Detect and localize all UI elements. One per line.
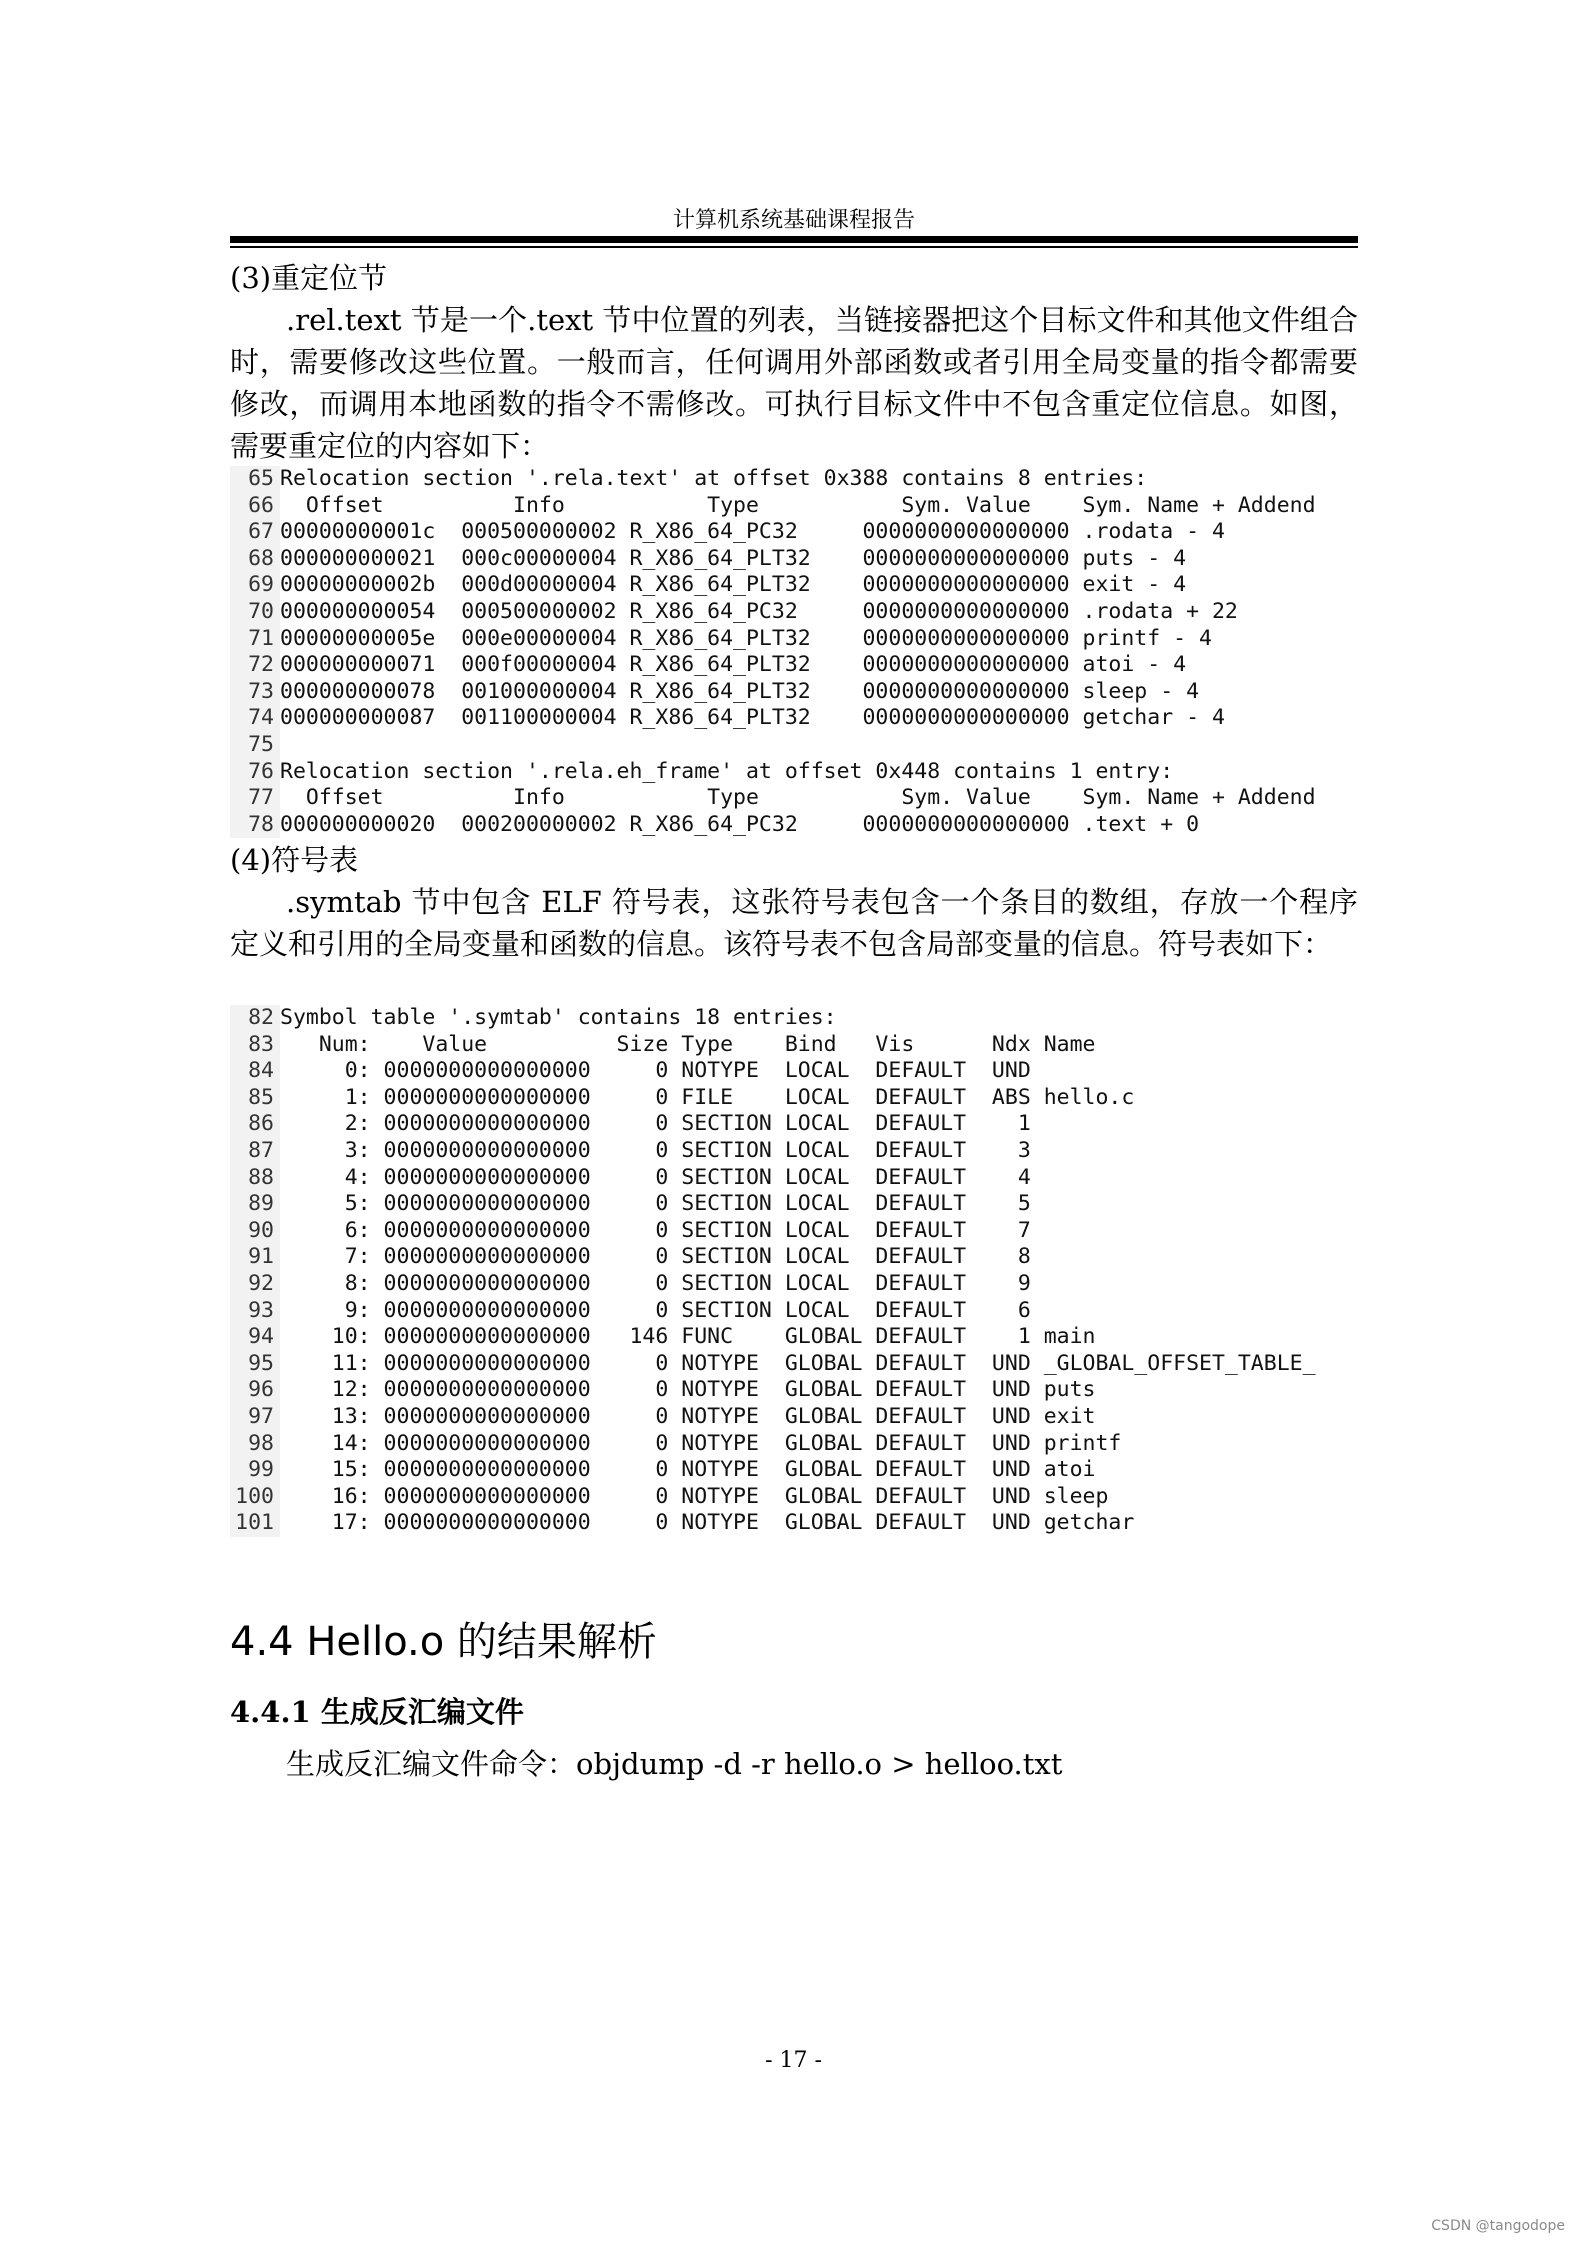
line-number: 95 — [230, 1351, 280, 1378]
line-text: 10: 0000000000000000 146 FUNC GLOBAL DEFAULT 1 main — [280, 1324, 1096, 1350]
code-line — [230, 599, 1358, 626]
page-header: 计算机系统基础课程报告 — [672, 208, 915, 233]
line-text: Relocation section '.rela.eh_frame' at offset 0x448 contains 1 entry: — [280, 758, 1174, 784]
line-text: 12: 0000000000000000 0 NOTYPE GLOBAL DEFAULT UND puts — [280, 1377, 1096, 1403]
code-line — [230, 1324, 1358, 1351]
line-text: Num: Value Size Type Bind Vis Ndx Name — [280, 1031, 1096, 1057]
code-line — [230, 1111, 1358, 1138]
line-text: 000000000054 000500000002 R_X86_64_PC32 0000000000000000 .rodata + 22 — [280, 598, 1238, 624]
line-text: 2: 0000000000000000 0 SECTION LOCAL DEFAULT 1 — [280, 1111, 1031, 1137]
section-heading-symtab: (4)符号表 — [230, 843, 359, 877]
line-number: 91 — [230, 1244, 280, 1271]
section-heading-relocation: (3)重定位节 — [230, 261, 388, 295]
subsection-heading-4-4-1: 4.4.1 生成反汇编文件 — [230, 1695, 524, 1729]
line-number: 78 — [230, 812, 280, 839]
line-number: 68 — [230, 546, 280, 573]
line-number: 69 — [230, 572, 280, 599]
line-number: 86 — [230, 1111, 280, 1138]
line-text: 4: 0000000000000000 0 SECTION LOCAL DEFAULT 4 — [280, 1164, 1031, 1190]
line-number: 84 — [230, 1058, 280, 1085]
code-line — [230, 1351, 1358, 1378]
line-number: 88 — [230, 1165, 280, 1192]
code-line — [230, 1431, 1358, 1458]
line-number: 66 — [230, 493, 280, 520]
objdump-command-text: 生成反汇编文件命令：objdump -d -r hello.o > helloo.txt — [286, 1747, 1063, 1781]
code-line — [230, 785, 1358, 812]
line-number: 73 — [230, 679, 280, 706]
line-number: 98 — [230, 1431, 280, 1458]
line-text: 1: 0000000000000000 0 FILE LOCAL DEFAULT ABS hello.c — [280, 1084, 1135, 1110]
line-number: 83 — [230, 1032, 280, 1059]
line-number: 82 — [230, 1005, 280, 1032]
paragraph-relocation: .rel.text 节是一个.text 节中位置的列表，当链接器把这个目标文件和其他文件组合时，需要修改这些位置。一般而言，任何调用外部函数或者引用全局变量的指令都需要修改，而调用本地函数的指令不需修改。可执行目标文件中不包含重定位信息。如图，需要重定位的内容如下： — [230, 303, 1358, 463]
line-text: 000000000021 000c00000004 R_X86_64_PLT32 0000000000000000 puts - 4 — [280, 545, 1187, 571]
code-line — [230, 1058, 1358, 1085]
code-line — [230, 572, 1358, 599]
line-number: 101 — [230, 1510, 280, 1537]
line-text: 11: 0000000000000000 0 NOTYPE GLOBAL DEFAULT UND _GLOBAL_OFFSET_TABLE_ — [280, 1350, 1316, 1376]
line-text: Symbol table '.symtab' contains 18 entries: — [280, 1005, 837, 1030]
line-number: 70 — [230, 599, 280, 626]
line-text: 000000000078 001000000004 R_X86_64_PLT32 0000000000000000 sleep - 4 — [280, 678, 1200, 704]
line-text: 6: 0000000000000000 0 SECTION LOCAL DEFAULT 7 — [280, 1217, 1031, 1243]
line-text: 00000000001c 000500000002 R_X86_64_PC32 0000000000000000 .rodata - 4 — [280, 519, 1225, 545]
code-line — [230, 812, 1358, 839]
header-rule-thin — [230, 246, 1358, 248]
line-text: 17: 0000000000000000 0 NOTYPE GLOBAL DEFAULT UND getchar — [280, 1510, 1135, 1536]
line-text: 00000000005e 000e00000004 R_X86_64_PLT32 0000000000000000 printf - 4 — [280, 625, 1212, 651]
line-number: 71 — [230, 626, 280, 653]
line-number: 77 — [230, 785, 280, 812]
section-heading-4-4: 4.4 Hello.o 的结果解析 — [230, 1619, 657, 1665]
line-text: 16: 0000000000000000 0 NOTYPE GLOBAL DEFAULT UND sleep — [280, 1483, 1109, 1509]
code-line — [230, 652, 1358, 679]
line-number: 96 — [230, 1377, 280, 1404]
code-line — [230, 1218, 1358, 1245]
line-number: 85 — [230, 1085, 280, 1112]
line-text: 13: 0000000000000000 0 NOTYPE GLOBAL DEFAULT UND exit — [280, 1403, 1096, 1429]
code-line — [230, 1032, 1358, 1059]
code-line — [230, 1510, 1358, 1537]
line-text: 7: 0000000000000000 0 SECTION LOCAL DEFAULT 8 — [280, 1244, 1031, 1270]
line-number: 99 — [230, 1457, 280, 1484]
code-line — [230, 1138, 1358, 1165]
line-number: 90 — [230, 1218, 280, 1245]
line-text — [280, 732, 1358, 759]
line-text: 3: 0000000000000000 0 SECTION LOCAL DEFAULT 3 — [280, 1137, 1031, 1163]
line-text: 000000000071 000f00000004 R_X86_64_PLT32 0000000000000000 atoi - 4 — [280, 652, 1187, 678]
page-number: - 17 - — [765, 2048, 822, 2073]
header-rule-thick — [230, 236, 1358, 243]
line-text: 5: 0000000000000000 0 SECTION LOCAL DEFAULT 5 — [280, 1191, 1031, 1217]
line-text: 14: 0000000000000000 0 NOTYPE GLOBAL DEFAULT UND printf — [280, 1430, 1122, 1456]
line-number: 67 — [230, 519, 280, 546]
line-number: 75 — [230, 732, 280, 759]
watermark: CSDN @tangodope — [1431, 2218, 1565, 2234]
line-number: 100 — [230, 1484, 280, 1511]
line-text: 9: 0000000000000000 0 SECTION LOCAL DEFAULT 6 — [280, 1297, 1031, 1323]
line-text: Offset Info Type Sym. Value Sym. Name + Addend — [280, 492, 1316, 518]
code-line — [230, 1377, 1358, 1404]
line-number: 94 — [230, 1324, 280, 1351]
code-line — [230, 1085, 1358, 1112]
code-line — [230, 626, 1358, 653]
code-line — [230, 1298, 1358, 1325]
line-number: 76 — [230, 759, 280, 786]
line-text: 000000000087 001100000004 R_X86_64_PLT32 0000000000000000 getchar - 4 — [280, 705, 1225, 731]
line-number: 74 — [230, 705, 280, 732]
line-text: 000000000020 000200000002 R_X86_64_PC32 0000000000000000 .text + 0 — [280, 811, 1200, 837]
symtab-listing — [230, 1005, 1358, 1537]
line-number: 93 — [230, 1298, 280, 1325]
line-number: 87 — [230, 1138, 280, 1165]
line-number: 72 — [230, 652, 280, 679]
line-number: 89 — [230, 1191, 280, 1218]
code-line — [230, 1404, 1358, 1431]
code-line — [230, 1457, 1358, 1484]
code-line — [230, 1005, 1358, 1032]
code-line — [230, 1244, 1358, 1271]
line-text: 8: 0000000000000000 0 SECTION LOCAL DEFAULT 9 — [280, 1270, 1031, 1296]
relocation-listing — [230, 466, 1358, 838]
line-text: 00000000002b 000d00000004 R_X86_64_PLT32 0000000000000000 exit - 4 — [280, 572, 1187, 598]
line-text: Relocation section '.rela.text' at offset 0x388 contains 8 entries: — [280, 466, 1148, 491]
code-line — [230, 1271, 1358, 1298]
code-line — [230, 1484, 1358, 1511]
code-line — [230, 732, 1358, 759]
line-text: 0: 0000000000000000 0 NOTYPE LOCAL DEFAULT UND — [280, 1058, 1031, 1084]
code-line — [230, 679, 1358, 706]
paragraph-symtab: .symtab 节中包含 ELF 符号表，这张符号表包含一个条目的数组，存放一个程序定义和引用的全局变量和函数的信息。该符号表不包含局部变量的信息。符号表如下： — [230, 885, 1358, 961]
code-line — [230, 1165, 1358, 1192]
line-number: 92 — [230, 1271, 280, 1298]
line-number: 65 — [230, 466, 280, 493]
line-number: 97 — [230, 1404, 280, 1431]
line-text: 15: 0000000000000000 0 NOTYPE GLOBAL DEFAULT UND atoi — [280, 1457, 1096, 1483]
code-line — [230, 546, 1358, 573]
code-line — [230, 466, 1358, 493]
line-text: Offset Info Type Sym. Value Sym. Name + Addend — [280, 785, 1316, 811]
code-line — [230, 519, 1358, 546]
code-line — [230, 1191, 1358, 1218]
code-line — [230, 705, 1358, 732]
code-line — [230, 493, 1358, 520]
code-line — [230, 759, 1358, 786]
